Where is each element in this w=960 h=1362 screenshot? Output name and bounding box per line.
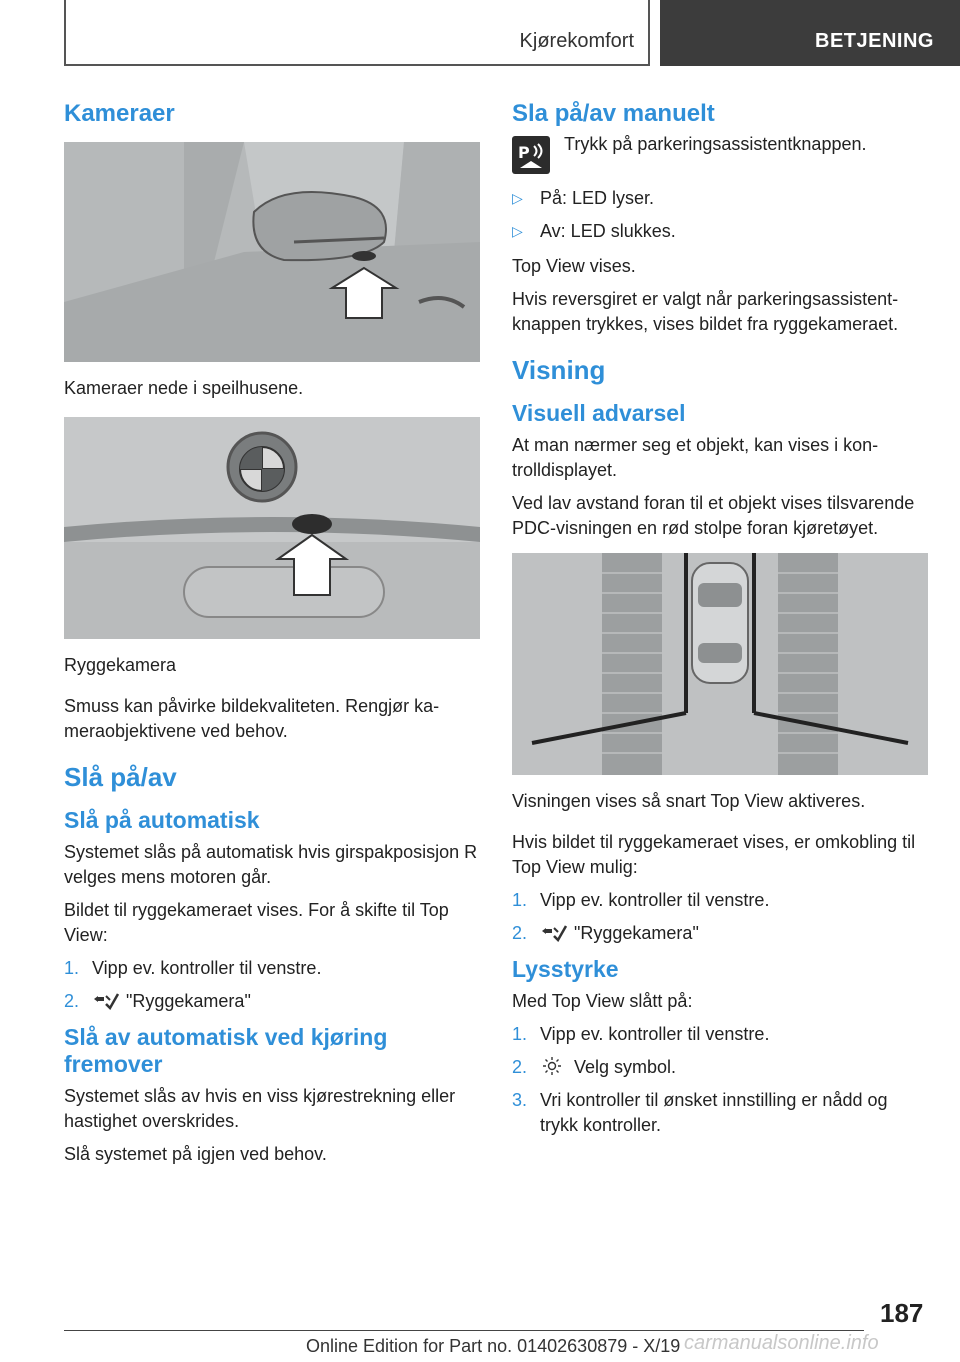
step-text: Velg symbol. (574, 1057, 677, 1077)
list-item (512, 186, 928, 211)
heading-onoff: Slå på/av (64, 762, 177, 792)
step-number: 2. (512, 1057, 528, 1077)
paragraph-off-1: Systemet slås av hvis en viss kjørestrekning eller hastighet overskrides. (64, 1086, 456, 1131)
heading-manual: Sla på/av manuelt (512, 100, 715, 127)
watermark: carmanualsonline.info (684, 1332, 879, 1354)
led-bullets (512, 186, 928, 244)
footer-divider (64, 1330, 864, 1331)
paragraph-brightness: Med Top View slått på: (512, 991, 693, 1011)
step-text: "Ryggekamera" (126, 991, 251, 1011)
paragraph-dirt: Smuss kan påvirke bildekvaliteten. Rengjør kameraobjektivene ved behov. (64, 696, 440, 741)
step-number: 2. (64, 991, 80, 1011)
list-item (512, 888, 928, 913)
parking-button-row (512, 132, 928, 176)
heading-auto-off: Slå av automatisk ved kjøring fremover (64, 1024, 388, 1077)
rear-camera-icon (92, 990, 120, 1010)
mirror-camera-image (64, 142, 480, 362)
page-number: 187 (880, 1298, 924, 1328)
step-text: Vipp ev. kontroller til venstre. (540, 1024, 770, 1044)
heading-auto-on: Slå på automatisk (64, 807, 260, 833)
left-column (64, 100, 480, 1175)
step-text: Vipp ev. kontroller til venstre. (540, 890, 770, 910)
list-item (512, 1088, 928, 1138)
step-text: "Ryggekamera" (574, 923, 699, 943)
header-section-box (660, 0, 960, 66)
parking-assist-button-icon (512, 136, 550, 174)
header-chapter: Kjørekomfort (519, 30, 634, 52)
list-item (512, 1022, 928, 1047)
caption-mirror: Kameraer nede i speilhusene. (64, 378, 304, 398)
header-section: BETJENING (815, 30, 934, 52)
header-chapter-box (64, 0, 650, 66)
caption-topview: Visningen vises så snart Top View aktiveres. (512, 791, 866, 811)
caption-rear: Ryggekamera (64, 655, 177, 675)
paragraph-warn-1: At man nærmer seg et objekt, kan vises i kontrolldisplayet. (512, 435, 879, 480)
step-number: 1. (64, 958, 80, 978)
step-number: 3. (512, 1090, 528, 1110)
paragraph-topview: Top View vises. (512, 256, 636, 276)
paragraph-reverse: Hvis reversgiret er valgt når parkeringsassistentknappen trykkes, vises bildet fra ryggekameraet. (512, 289, 899, 334)
paragraph-button: Trykk på parkeringsassistentknappen. (564, 134, 867, 154)
list-item (64, 956, 480, 981)
brightness-sun-icon (540, 1056, 568, 1076)
step-text: Vipp ev. kontroller til venstre. (92, 958, 322, 978)
list-item (512, 1055, 928, 1080)
step-number: 1. (512, 890, 528, 910)
paragraph-auto-2: Bildet til ryggekameraet vises. For å skifte til Top View: (64, 900, 449, 945)
heading-brightness: Lysstyrke (512, 956, 619, 982)
paragraph-off-2: Slå systemet på igjen ved behov. (64, 1144, 327, 1164)
top-view-image (512, 553, 928, 775)
rear-camera-image (64, 417, 480, 639)
step-number: 2. (512, 923, 528, 943)
bullet-text: Av: LED slukkes. (540, 221, 676, 241)
bullet-text: På: LED lyser. (540, 188, 655, 208)
list-item (512, 219, 928, 244)
paragraph-warn-2: Ved lav avstand foran til et objekt vises tilsvarende PDC-visningen en rød stolpe foran kjøretøyet. (512, 493, 915, 538)
list-item (64, 989, 480, 1014)
paragraph-switch: Hvis bildet til ryggekameraet vises, er omkobling til Top View mulig: (512, 832, 916, 877)
rear-camera-icon (540, 922, 568, 942)
heading-visual-warning: Visuell advarsel (512, 400, 686, 426)
right-column (512, 100, 928, 1148)
heading-display: Visning (512, 355, 606, 385)
triangle-bullet-icon: ▷ (512, 223, 523, 239)
heading-cameras: Kameraer (64, 100, 175, 127)
right-steps-list (512, 888, 928, 946)
step-number: 1. (512, 1024, 528, 1044)
svg-text:P: P (518, 143, 530, 162)
step-text: Vri kontroller til ønsket innstilling er nådd og trykk kontroller. (540, 1090, 888, 1135)
footer-edition: Online Edition for Part no. 01402630879 - X/19 (306, 1336, 681, 1356)
left-steps-list (64, 956, 480, 1014)
list-item (512, 921, 928, 946)
brightness-steps-list (512, 1022, 928, 1138)
triangle-bullet-icon: ▷ (512, 190, 523, 206)
paragraph-auto-1: Systemet slås på automatisk hvis girspakposisjon R velges mens motoren går. (64, 842, 478, 887)
